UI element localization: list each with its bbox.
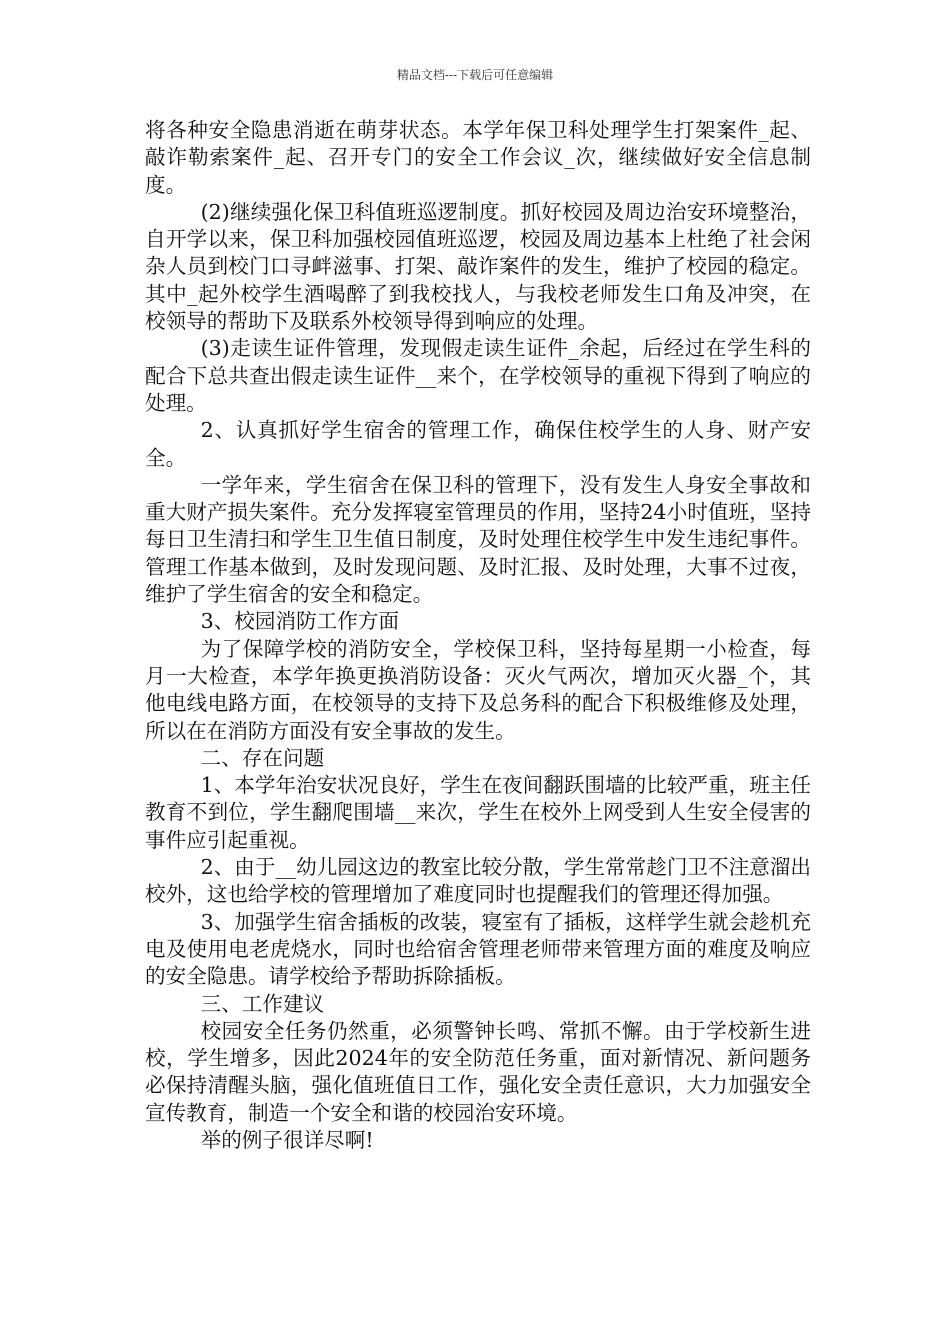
paragraph-11: 3、加强学生宿舍插板的改装，寝室有了插板，这样学生就会趁机充电及使用电老虎烧水，同时也给宿舍管理老师带来管理方面的难度及响应的安全隐患。请学校给予帮助拆除插板。: [145, 909, 811, 989]
paragraph-5: 一学年来，学生宿舍在保卫科的管理下，没有发生人身安全事故和重大财产损失案件。充分发挥寝室管理员的作用，坚持24小时值班，坚持每日卫生清扫和学生卫生值日制度，及时处理住校学生中发生违纪事件。管理工作基本做到，及时发现问题、及时汇报、及时处理，大事不过夜，维护了学生宿舍的安全和稳定。: [145, 472, 811, 607]
paragraph-7: 为了保障学校的消防安全，学校保卫科，坚持每星期一小检查，每月一大检查，本学年换更换消防设备：灭火气两次，增加灭火器_个，其他电线电路方面，在校领导的支持下及总务科的配合下积极维修及处理，所以在在消防方面没有安全事故的发生。: [145, 636, 811, 743]
paragraph-13: 校园安全任务仍然重，必须警钟长鸣、常抓不懈。由于学校新生进校，学生增多，因此2024年的安全防范任务重，面对新情况、新问题务必保持清醒头脑，强化值班值日工作，强化安全责任意识，大力加强安全宣传教育，制造一个安全和谐的校园治安环境。: [145, 1018, 811, 1125]
paragraph-14: 举的例子很详尽啊!: [200, 1127, 374, 1152]
paragraph-3: (3)走读生证件管理，发现假走读生证件_余起，后经过在学生科的配合下总共查出假走读生证件__来个，在学校领导的重视下得到了响应的处理。: [145, 336, 811, 415]
section-heading-fire-safety: 3、校园消防工作方面: [200, 609, 400, 634]
section-heading-suggestions: 三、工作建议: [200, 991, 325, 1016]
paragraph-2: (2)继续强化保卫科值班巡逻制度。抓好校园及周边治安环境整治，自开学以来，保卫科加强校园值班巡逻，校园及周边基本上杜绝了社会闲杂人员到校门口寻衅滋事、打架、敲诈案件的发生，维护了校园的稳定。其中_起外校学生酒喝醉了到我校找人，与我校老师发生口角及冲突，在校领导的帮助下及联系外校领导得到响应的处理。: [145, 199, 811, 334]
paragraph-10: 2、由于__幼儿园这边的教室比较分散，学生常常趁门卫不注意溜出校外，这也给学校的管理增加了难度同时也提醒我们的管理还得加强。: [145, 855, 811, 907]
document-body: [145, 117, 811, 1154]
paragraph-1: 将各种安全隐患消逝在萌芽状态。本学年保卫科处理学生打架案件_起、敲诈勒索案件_起、召开专门的安全工作会议_次，继续做好安全信息制度。: [145, 118, 811, 197]
page-header: 精品文档---下载后可任意编辑: [396, 68, 554, 82]
paragraph-9: 1、本学年治安状况良好，学生在夜间翻跃围墙的比较严重，班主任教育不到位，学生翻爬围墙__来次，学生在校外上网受到人生安全侵害的事件应引起重视。: [145, 773, 811, 852]
paragraph-4: 2、认真抓好学生宿舍的管理工作，确保住校学生的人身、财产安全。: [145, 418, 811, 470]
section-heading-problems: 二、存在问题: [200, 745, 325, 770]
